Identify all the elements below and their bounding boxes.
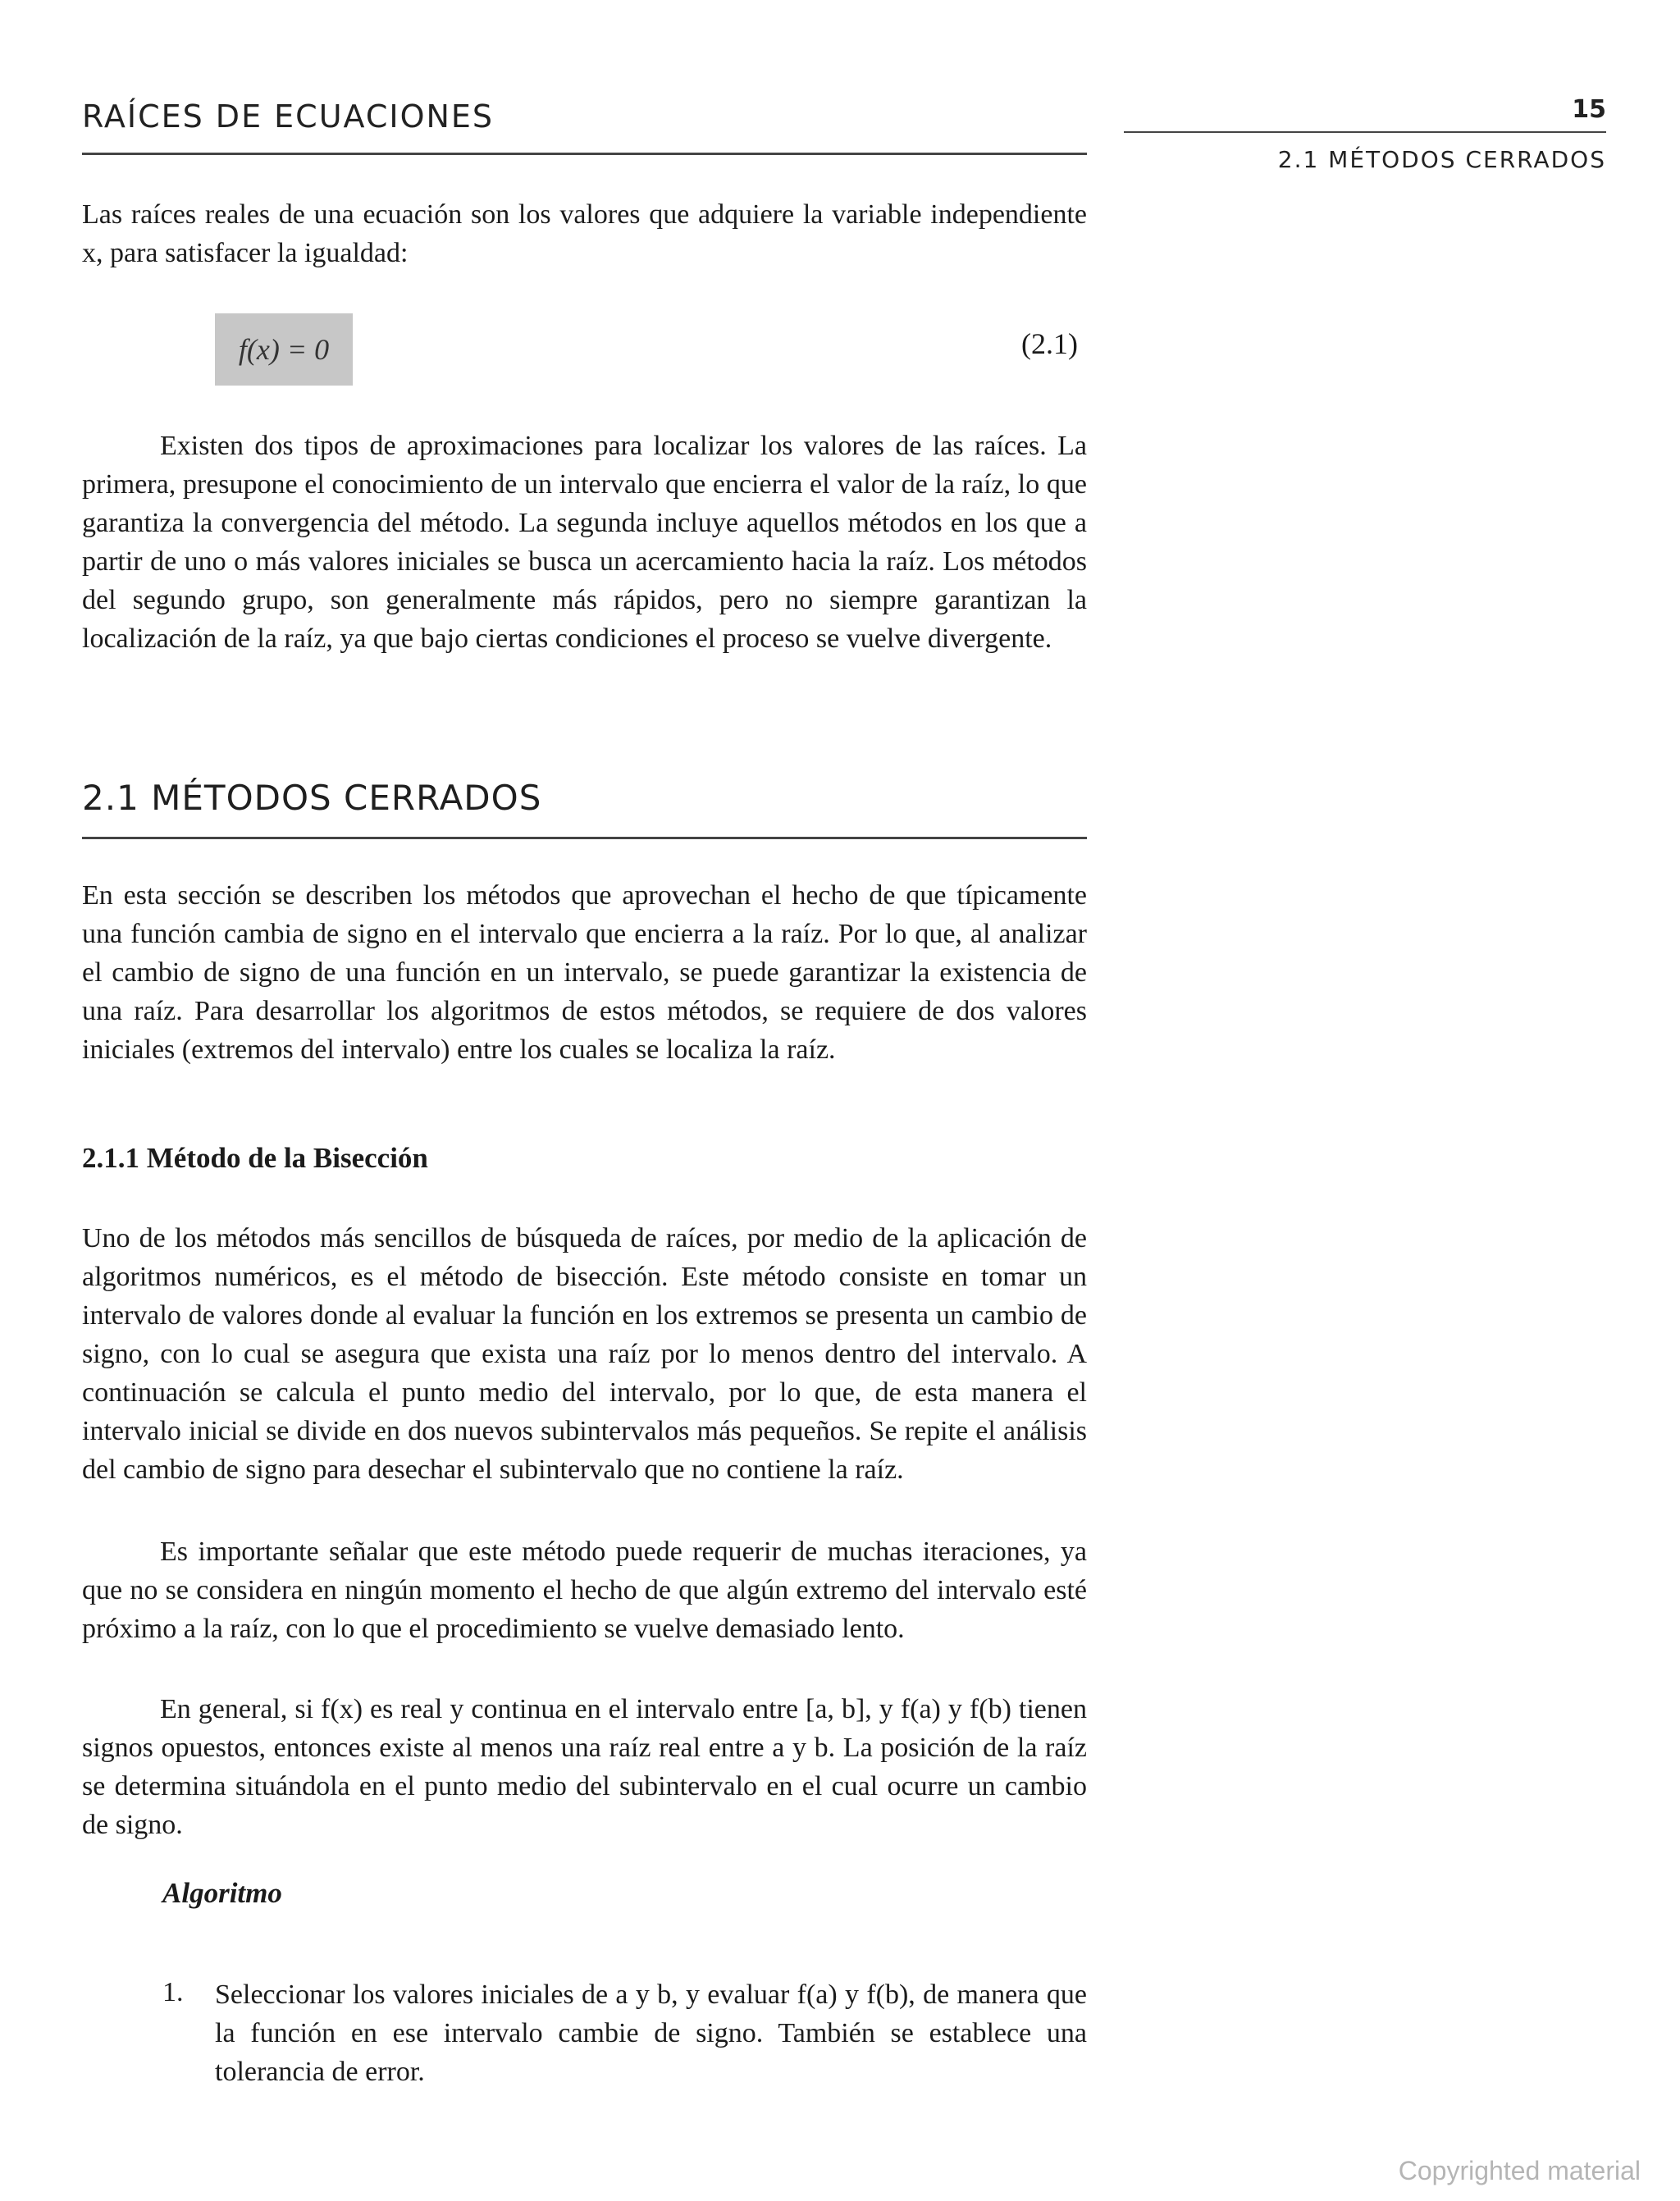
section-title: 2.1 MÉTODOS CERRADOS xyxy=(82,778,542,818)
equation-text: f(x) = 0 xyxy=(238,333,330,366)
copyright-watermark: Copyrighted material xyxy=(1398,2156,1641,2185)
bisection-paragraph-2: Es importante señalar que este método puede requerir de muchas iteraciones, ya que no se considera en ningún momento el hecho de que algún extremo del intervalo esté próximo a la raíz, con lo que el procedimiento se vuelve demasiado lento. xyxy=(82,1537,1087,1644)
equation-box xyxy=(215,313,353,386)
section-paragraph: En esta sección se describen los métodos que aprovechan el hecho de que típicamente una función cambia de signo en el intervalo que encierra a la raíz. Por lo que, al analizar el cambio de signo de una función en un intervalo, se puede garantizar la existencia de una raíz. Para desarrollar los algoritmos de estos métodos, se requiere de dos valores iniciales (extremos del intervalo) entre los cuales se localiza la raíz. xyxy=(82,880,1087,1065)
running-head-title: RAÍCES DE ECUACIONES xyxy=(82,98,495,135)
intro-paragraph: Las raíces reales de una ecuación son los valores que adquiere la variable independiente x, para satisfacer la igualdad: xyxy=(82,199,1087,268)
equation-number: (2.1) xyxy=(1021,327,1078,360)
algorithm-step-text: Seleccionar los valores iniciales de a y b, y evaluar f(a) y f(b), de manera que la función en ese intervalo cambie de signo. También se establece una tolerancia de error. xyxy=(215,1980,1087,2087)
header-rule-right xyxy=(1124,131,1606,133)
approximations-paragraph: Existen dos tipos de aproximaciones para localizar los valores de las raíces. La primera, presupone el conocimiento de un intervalo que encierra el valor de la raíz, lo que garantiza la convergencia del método. La segunda incluye aquellos métodos en los que a partir de uno o más valores iniciales se busca un acercamiento hacia la raíz. Los métodos del segundo grupo, son generalmente más rápidos, pero no siempre garantizan la localización de la raíz, ya que bajo ciertas condiciones el proceso se vuelve divergente. xyxy=(82,431,1087,654)
running-head-section: 2.1 MÉTODOS CERRADOS xyxy=(1277,146,1606,173)
subsection-title: 2.1.1 Método de la Bisección xyxy=(82,1142,428,1174)
page-number: 15 xyxy=(1572,95,1606,124)
bisection-paragraph-3: En general, si f(x) es real y continua en el intervalo entre [a, b], y f(a) y f(b) tienen signos opuestos, entonces existe al menos una raíz real entre a y b. La posición de la raíz se determina situándola en el punto medio del subintervalo en el cual ocurre un cambio de signo. xyxy=(82,1694,1087,1840)
bisection-paragraph-1: Uno de los métodos más sencillos de búsqueda de raíces, por medio de la aplicación de algoritmos numéricos, es el método de bisección. Este método consiste en tomar un intervalo de valores donde al evaluar la función en los extremos se presenta un cambio de signo, con lo cual se asegura que exista una raíz por lo menos dentro del intervalo. A continuación se calcula el punto medio del intervalo, por lo que, de esta manera el intervalo inicial se divide en dos nuevos subintervalos más pequeños. Se repite el análisis del cambio de signo para desechar el subintervalo que no contiene la raíz. xyxy=(82,1223,1087,1485)
section-rule xyxy=(82,837,1087,839)
algorithm-step-number: 1. xyxy=(162,1977,184,2007)
algorithm-title: Algoritmo xyxy=(162,1877,282,1909)
header-rule-left xyxy=(82,153,1087,155)
